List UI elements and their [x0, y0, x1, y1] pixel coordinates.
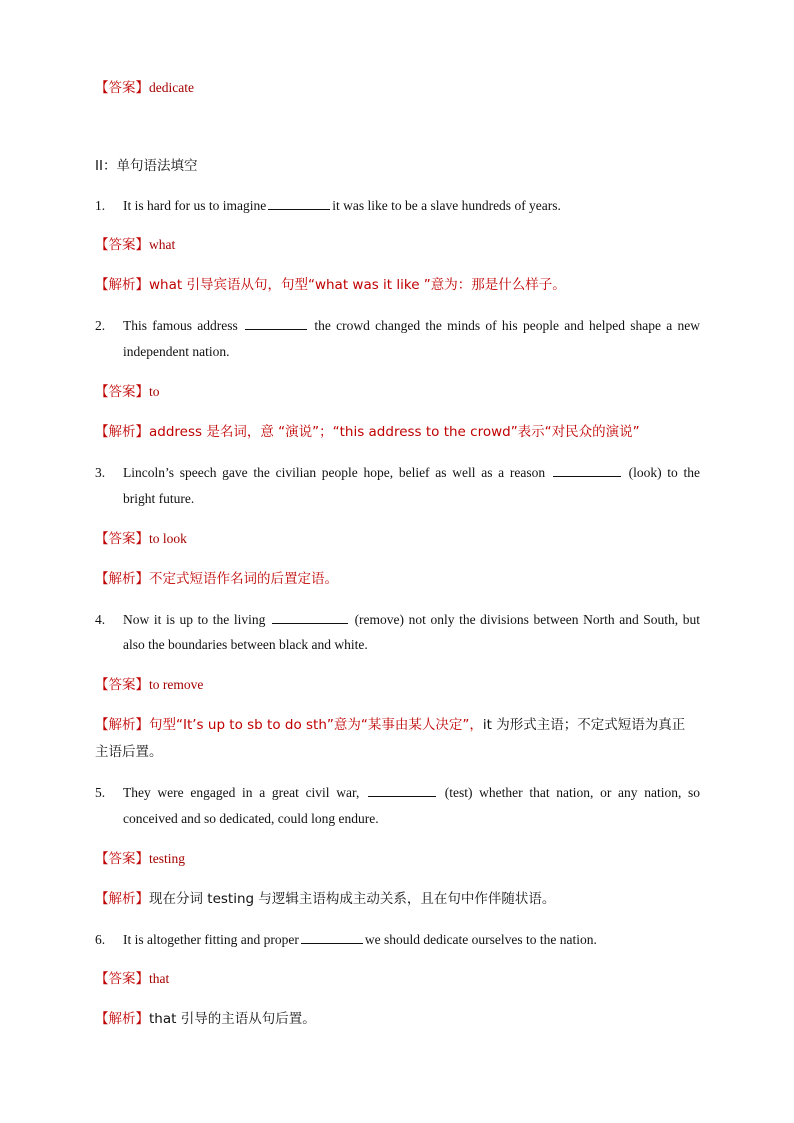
answer-text: testing [149, 851, 185, 866]
analysis-tag: 【解析】 [95, 571, 149, 587]
question-6 [95, 930, 700, 949]
answer-tag: 【答案】 [95, 531, 149, 547]
question-text: the crowd changed the minds of his people and helped shape a new [314, 318, 701, 333]
question-text: we should dedicate ourselves to the nation. [364, 932, 597, 947]
analysis-tag: 【解析】 [95, 424, 149, 440]
question-number: 3. [95, 465, 106, 480]
analysis-text: that 引导的主语从句后置。 [149, 1011, 316, 1027]
question-number: 6. [95, 932, 106, 947]
question-3 [95, 463, 700, 482]
answer-6 [95, 970, 700, 988]
question-text: Lincoln’s speech gave the civilian people hope, belief as well as a reason [123, 465, 546, 480]
answer-5 [95, 850, 700, 868]
answer-2 [95, 383, 700, 401]
question-number: 4. [95, 612, 106, 627]
answer-tag: 【答案】 [95, 80, 149, 96]
question-text: (remove) not only the divisions between North and South, but [354, 612, 701, 627]
section-title: II：单句语法填空 [95, 158, 198, 174]
question-2 [95, 316, 700, 335]
answer-blank [553, 463, 621, 477]
question-text: Now it is up to the living [123, 612, 266, 627]
answer-tag: 【答案】 [95, 677, 149, 693]
answer-text: what [149, 237, 176, 252]
analysis-2 [95, 423, 700, 441]
question-3-continued: bright future. [123, 491, 195, 506]
top-answer-line [95, 79, 700, 97]
analysis-tag: 【解析】 [95, 277, 149, 293]
question-number: 2. [95, 318, 106, 333]
answer-text: to remove [149, 677, 204, 692]
question-text: It is hard for us to imagine [123, 198, 267, 213]
answer-text: that [149, 971, 170, 986]
analysis-6 [95, 1010, 700, 1028]
answer-3 [95, 530, 700, 548]
analysis-3 [95, 570, 700, 588]
analysis-text: 现在分词 testing 与逻辑主语构成主动关系，且在句中作伴随状语。 [149, 891, 556, 907]
question-text: (test) whether that nation, or any nation, so [444, 785, 701, 800]
question-4-continued: also the boundaries between black and white. [123, 637, 368, 652]
question-number: 5. [95, 785, 106, 800]
analysis-text: 不定式短语作名词的后置定语。 [149, 571, 338, 587]
answer-tag: 【答案】 [95, 851, 149, 867]
question-number: 1. [95, 198, 106, 213]
analysis-4 [95, 716, 700, 734]
analysis-tag: 【解析】 [95, 1011, 149, 1027]
analysis-text: it 为形式主语；不定式短语为真正 [482, 717, 686, 733]
analysis-text: 句型“It’s up to sb to do sth”意为“某事由某人决定”， [149, 717, 483, 733]
analysis-5 [95, 890, 700, 908]
answer-blank [245, 316, 307, 330]
answer-text: dedicate [149, 80, 194, 95]
question-2-continued: independent nation. [123, 344, 230, 359]
question-text: it was like to be a slave hundreds of years. [332, 198, 561, 213]
analysis-4-continued: 主语后置。 [95, 744, 163, 760]
answer-text: to [149, 384, 160, 399]
question-text: (look) to the [628, 465, 701, 480]
answer-tag: 【答案】 [95, 384, 149, 400]
question-5-continued: conceived and so dedicated, could long endure. [123, 811, 379, 826]
analysis-1 [95, 276, 700, 294]
answer-tag: 【答案】 [95, 971, 149, 987]
question-5 [95, 783, 700, 802]
answer-text: to look [149, 531, 187, 546]
analysis-tag: 【解析】 [95, 717, 149, 733]
answer-blank [368, 783, 436, 797]
question-text: This famous address [123, 318, 238, 333]
answer-tag: 【答案】 [95, 237, 149, 253]
answer-1 [95, 236, 700, 254]
answer-blank [301, 930, 363, 944]
analysis-text: address 是名词，意 “演说”；“this address to the crowd”表示“对民众的演说” [149, 424, 640, 440]
question-4 [95, 610, 700, 629]
answer-4 [95, 676, 700, 694]
answer-blank [268, 196, 330, 210]
question-1 [95, 196, 700, 215]
analysis-tag: 【解析】 [95, 891, 149, 907]
analysis-text: what 引导宾语从句，句型“what was it like ”意为：那是什么样子。 [149, 277, 566, 293]
answer-blank [272, 610, 348, 624]
question-text: They were engaged in a great civil war, [123, 785, 360, 800]
question-text: It is altogether fitting and proper [123, 932, 299, 947]
